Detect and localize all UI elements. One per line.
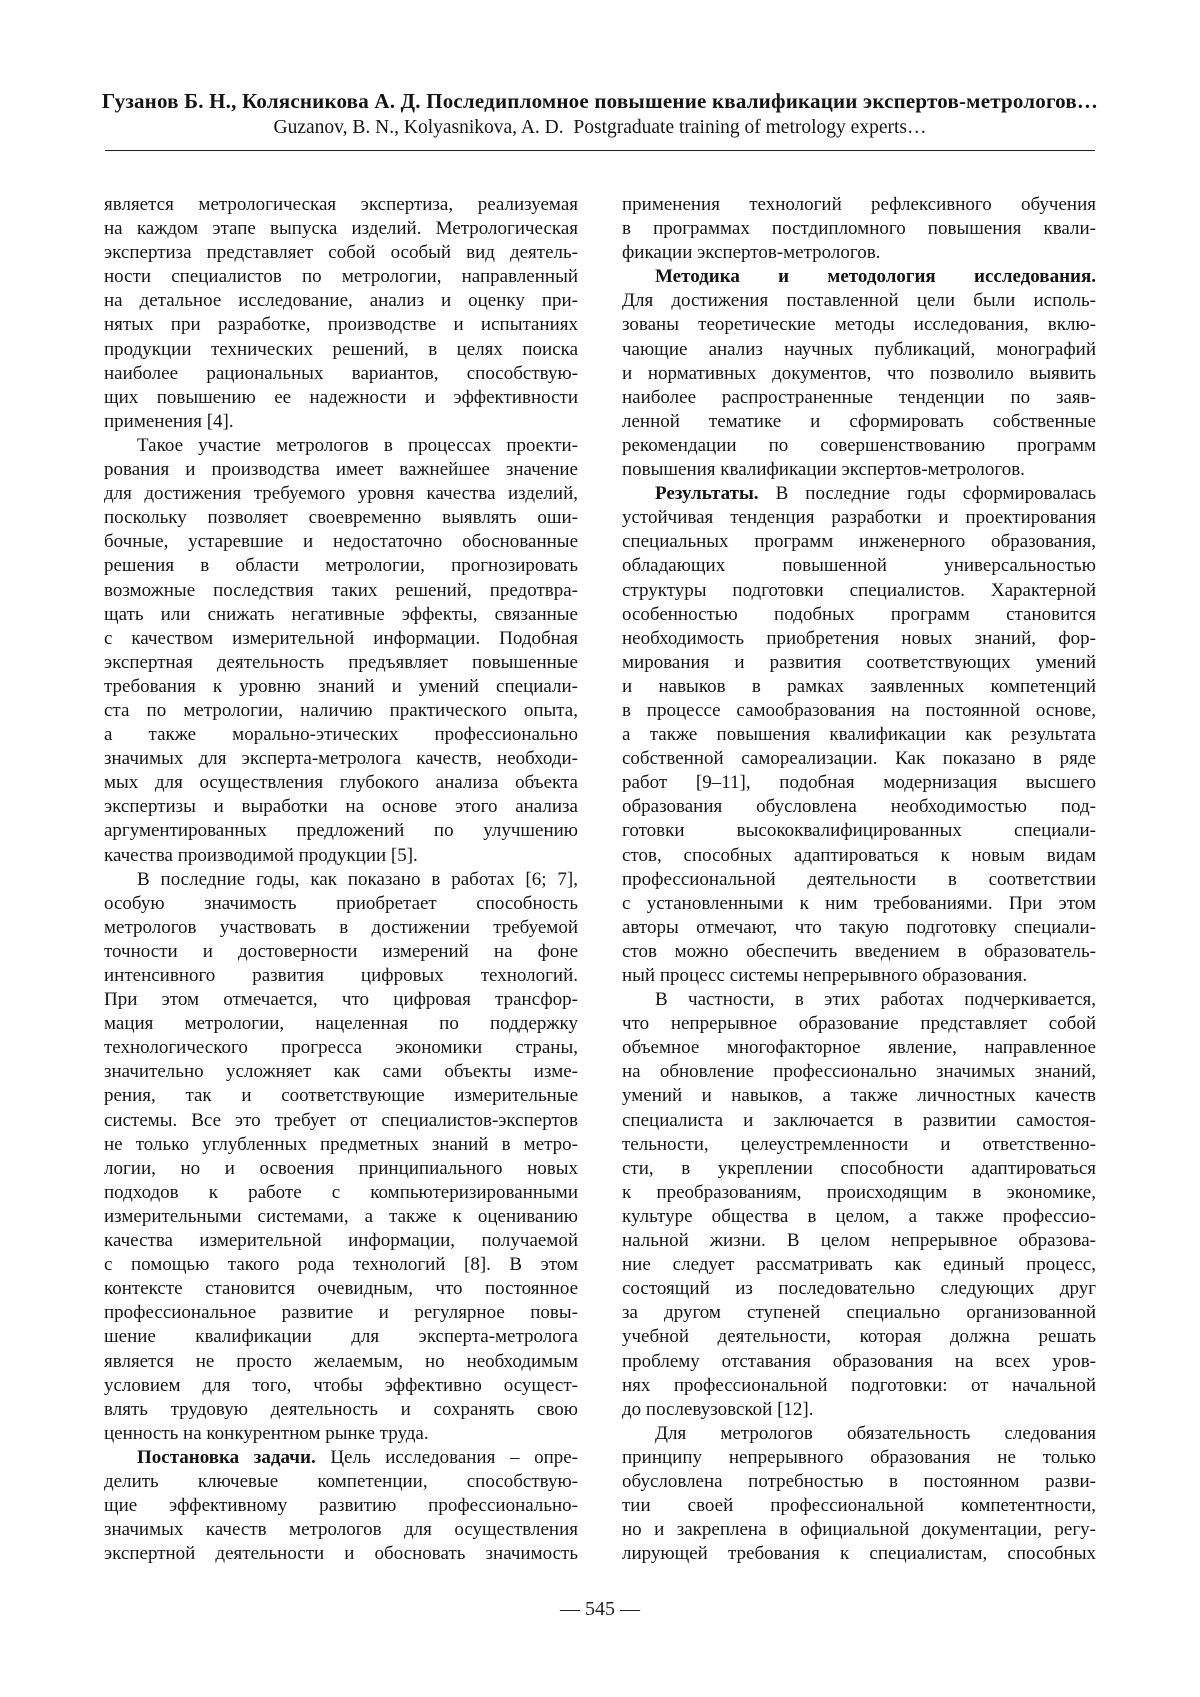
text-line: особую значимость приобретает способность	[104, 892, 578, 914]
text-line: значимых качеств метрологов для осуществления	[104, 1519, 578, 1541]
text-line: зованы теоретические методы исследования, вклю-	[622, 314, 1096, 336]
text-line: экспертная деятельность предъявляет повышенные	[104, 651, 578, 673]
text-line: ный процесс системы непрерывного образования.	[622, 965, 1028, 986]
text-line: наиболее рациональных вариантов, способствую-	[104, 362, 578, 384]
text-line: с установленными к ним требованиями. При этом	[622, 892, 1096, 914]
text-line: необходимость приобретения новых знаний, фор-	[622, 627, 1096, 649]
text-line: наиболее распространенные тенденции по заяв-	[622, 386, 1096, 408]
text-line: качества производимой продукции [5].	[104, 844, 418, 866]
text-line: технологического прогресса экономики страны,	[104, 1037, 578, 1059]
text-line: качества измерительной информации, получаемой	[104, 1230, 578, 1252]
text-line: условием для того, чтобы эффективно осущест-	[104, 1374, 578, 1396]
text-line: В последние годы, как показано в работах [6; 7],	[137, 868, 578, 890]
text-line	[622, 265, 1096, 289]
text-line: и навыков в рамках заявленных компетенций	[622, 675, 1096, 697]
text-line: возможные последствия таких решений, предотвра-	[104, 579, 578, 601]
text-line: подходов к работе с компьютеризированными	[104, 1181, 578, 1203]
text-line: мация метрологии, нацеленная по поддержку	[104, 1013, 578, 1035]
text-line: с помощью такого рода технологий [8]. В этом	[104, 1254, 578, 1276]
text-line: нях профессиональной подготовки: от начальной	[622, 1374, 1096, 1396]
text-line: структуры подготовки специалистов. Характерной	[622, 579, 1096, 601]
text-line: является метрологическая экспертиза, реализуемая	[104, 194, 578, 215]
text-line: решения в области метрологии, прогнозировать	[104, 555, 578, 577]
text-line: к преобразованиям, происходящим в экономике,	[622, 1181, 1096, 1203]
text-line: обусловлена потребностью в постоянном разви-	[622, 1470, 1096, 1492]
text-line: не только углубленных предметных знаний в метро-	[104, 1133, 578, 1155]
text-line: интенсивного развития цифровых технологий.	[104, 965, 578, 986]
text-line: шение квалификации для эксперта-метролога	[104, 1326, 578, 1348]
text-line: на детальное исследование, анализ и оценку при-	[104, 290, 578, 312]
text-line: на обновление профессионально значимых знаний,	[622, 1061, 1096, 1083]
text-line: поскольку позволяет своевременно выявлять оши-	[104, 507, 578, 529]
text-line: измерительными системами, а также к оцениванию	[104, 1205, 578, 1227]
text-column-left	[104, 193, 578, 1566]
text-line: а также повышения квалификации как результата	[622, 724, 1096, 746]
text-line: нятых при разработке, производстве и испытаниях	[104, 314, 578, 336]
text-line: тельности, целеустремленности и ответственно-	[622, 1133, 1096, 1155]
text-line: фикации экспертов-метрологов.	[622, 242, 881, 264]
text-line: специалиста и заключается в развитии самостоя-	[622, 1109, 1096, 1131]
text-line: Такое участие метрологов в процессах проекти-	[137, 434, 578, 456]
text-line: требования к уровню знаний и умений специали-	[104, 675, 578, 697]
text-line: работ [9–11], подобная модернизация высшего	[622, 772, 1096, 794]
text-line: специальных программ инженерного образования,	[622, 531, 1096, 553]
text-line: особенностью подобных программ становится	[622, 603, 1096, 625]
text-line: рования и производства имеет важнейшее значение	[104, 459, 578, 481]
text-line: применения [4].	[104, 410, 234, 432]
text-line: для достижения требуемого уровня качества изделий,	[104, 483, 578, 505]
text-line: лирующей требования к специалистам, способных	[622, 1543, 1096, 1565]
section-heading: Постановка задачи.	[137, 1446, 316, 1468]
text-line: но и закреплена в официальной документации, регу-	[622, 1519, 1096, 1541]
text-line: ста по метрологии, наличию практического опыта,	[104, 699, 578, 721]
text-line: делить ключевые компетенции, способствую-	[104, 1470, 578, 1492]
text-line: ние следует рассматривать как единый процесс,	[622, 1254, 1096, 1276]
text-line: ценность на конкурентном рынке труда.	[104, 1422, 429, 1444]
text-line: авторы отмечают, что такую подготовку специали-	[622, 916, 1096, 938]
text-line: контексте становится очевидным, что постоянное	[104, 1278, 578, 1300]
text-line: значимых для эксперта-метролога качеств, необходи-	[104, 748, 578, 770]
text-line: тии своей профессиональной компетентности,	[622, 1495, 1096, 1517]
text-line: влять трудовую деятельность и сохранять свою	[104, 1398, 578, 1420]
text-line: на каждом этапе выпуска изделий. Метрологическая	[104, 218, 578, 240]
text-line: продукции технических решений, в целях поиска	[104, 338, 578, 360]
text-line: в процессе самообразования на постоянной основе,	[622, 699, 1096, 721]
text-line: а также морально-этических профессионально	[104, 724, 578, 746]
text-line: сти, в укреплении способности адаптироваться	[622, 1157, 1096, 1179]
text-line: мых для осуществления глубокого анализа объекта	[104, 772, 578, 794]
text-line: за другом ступеней специально организованной	[622, 1302, 1096, 1324]
text-line: образования обусловлена необходимостью под-	[622, 796, 1096, 818]
text-line: проблему отставания образования на всех уров-	[622, 1350, 1096, 1372]
text-column-right	[622, 193, 1096, 1566]
text-line: экспертной деятельности и обосновать значимость	[104, 1543, 578, 1565]
page-number: — 545 —	[560, 1598, 640, 1620]
text-line: умений и навыков, а также личностных качеств	[622, 1085, 1096, 1107]
text-line: принципу непрерывного образования не только	[622, 1446, 1096, 1468]
text-line: экспертизы и выработки на основе этого анализа	[104, 796, 578, 818]
text-line: что непрерывное образование представляет собой	[622, 1013, 1096, 1035]
text-line: Для метрологов обязательность следования	[655, 1422, 1096, 1444]
running-head-title-ru: Гузанов Б. Н., Колясникова А. Д. Последипломное повышение квалификации экспертов-метрологов…	[101, 89, 1099, 113]
text-line: ленной тематике и сформировать собственные	[622, 410, 1096, 432]
text-line: чающие анализ научных публикаций, монографий	[622, 338, 1096, 360]
text-line: рекомендации по совершенствованию программ	[622, 434, 1096, 456]
text-line: объемное многофакторное явление, направленное	[622, 1037, 1096, 1059]
text-line: щих повышению ее надежности и эффективности	[104, 386, 578, 408]
text-line: и нормативных документов, что позволило выявить	[622, 362, 1096, 384]
text-line: стов, способных адаптироваться к новым видам	[622, 844, 1096, 866]
text-line: метрологов участвовать в достижении требуемой	[104, 916, 578, 938]
section-heading: Результаты.	[655, 483, 759, 505]
text-line: бочные, устаревшие и недостаточно обоснованные	[104, 531, 578, 553]
article-body	[104, 193, 1096, 1566]
section-heading: Методика и методология исследования.	[655, 266, 1096, 288]
text-line: собственной самореализации. Как показано в ряде	[622, 748, 1096, 770]
text-line: Постановка задачи. Цель исследования – опре-	[137, 1446, 579, 1468]
text-line: в программах постдипломного повышения квали-	[622, 218, 1096, 240]
text-line: до послевузовской [12].	[622, 1398, 814, 1420]
text-line: профессиональной деятельности в соответствии	[622, 868, 1096, 890]
text-line: нальной жизни. В целом непрерывное образова-	[622, 1230, 1096, 1252]
text-line: значительно усложняет как сами объекты изме-	[104, 1061, 578, 1083]
text-line: учебной деятельности, которая должна решать	[622, 1326, 1096, 1348]
text-line: готовки высококвалифицированных специали-	[622, 820, 1096, 842]
running-head	[0, 0, 1200, 151]
text-line: рения, так и соответствующие измерительные	[104, 1085, 578, 1107]
running-head-title-en: Guzanov, B. N., Kolyasnikova, A. D. Postgraduate training of metrology experts…	[273, 117, 927, 138]
text-line: системы. Все это требует от специалистов-экспертов	[104, 1109, 578, 1131]
text-line: точности и достоверности измерений на фоне	[104, 940, 578, 962]
text-line: экспертиза представляет собой особый вид деятель-	[104, 242, 578, 264]
text-line: Для достижения поставленной цели были исполь-	[622, 290, 1096, 312]
text-line: стов можно обеспечить введением в образователь-	[622, 940, 1096, 962]
text-line: щать или снижать негативные эффекты, связанные	[104, 603, 578, 625]
text-line: логии, но и освоения принципиального новых	[104, 1157, 578, 1179]
text-line: При этом отмечается, что цифровая трансфор-	[104, 989, 578, 1011]
text-line: аргументированных предложений по улучшению	[104, 820, 578, 842]
text-line: устойчивая тенденция разработки и проектирования	[622, 507, 1096, 529]
text-line: применения технологий рефлексивного обучения	[622, 194, 1096, 215]
text-line: щие эффективному развитию профессионально-	[104, 1495, 578, 1517]
header-rule	[105, 150, 1095, 151]
text-line: культуре общества в целом, а также профессио-	[622, 1205, 1096, 1227]
text-line: мирования и развития соответствующих умений	[622, 651, 1096, 673]
text-line: является не просто желаемым, но необходимым	[104, 1350, 578, 1372]
text-line: обладающих повышенной универсальностью	[622, 555, 1096, 577]
text-line: с качеством измерительной информации. Подобная	[104, 627, 578, 649]
text-line: В частности, в этих работах подчеркивается,	[655, 989, 1096, 1011]
text-line: профессиональное развитие и регулярное повы-	[104, 1302, 578, 1324]
text-line: повышения квалификации экспертов-метрологов.	[622, 459, 1025, 481]
text-line: ности специалистов по метрологии, направленный	[104, 266, 578, 288]
text-line: Результаты. В последние годы сформировалась	[655, 483, 1096, 505]
text-line: состоящий из последовательно следующих друг	[622, 1278, 1096, 1300]
